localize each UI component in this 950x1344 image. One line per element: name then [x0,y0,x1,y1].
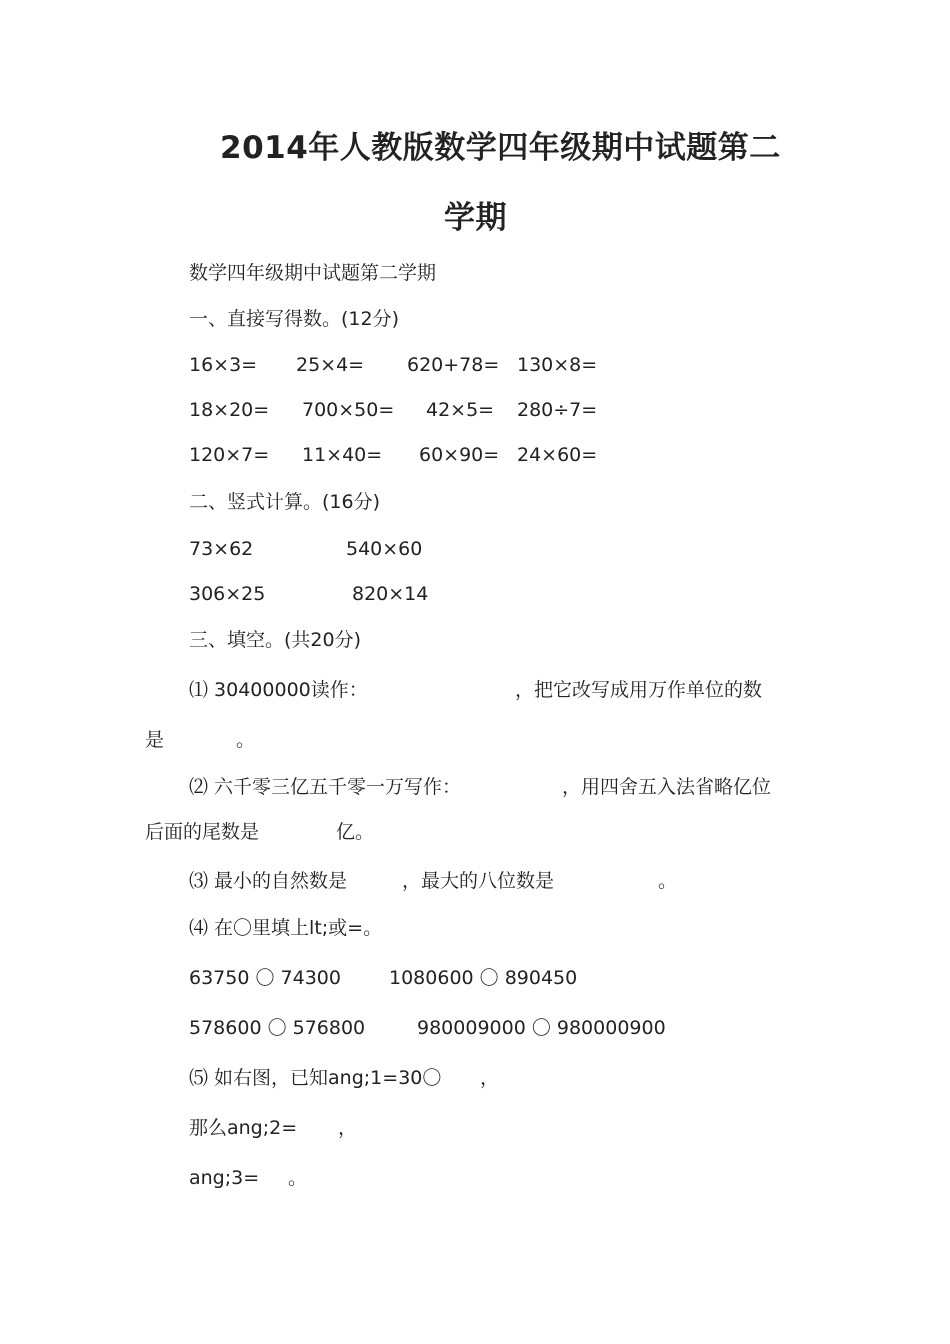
problem-cell: 18×20= [189,399,270,421]
problem-cell: 25×4= [296,354,365,376]
title-line-1: 2014年人教版数学四年级期中试题第二 [220,130,781,166]
section-2-heading: 二、竖式计算。(16分) [189,491,381,513]
question-text: 。 [658,870,678,892]
question-text: ⑵ 六千零三亿五千零一万写作： [189,776,462,798]
problem-cell: 130×8= [517,354,598,376]
question-text: 那么ang;2= [189,1117,298,1139]
question-text: ⑶ 最小的自然数是 [189,870,348,892]
compare-cell: 980009000 〇 980000900 [417,1017,666,1039]
compare-cell: 63750 〇 74300 [189,967,341,989]
problem-cell: 24×60= [517,444,598,466]
question-4: ⑷ 在〇里填上lt;或=。 [189,917,383,939]
question-text: ang;3= [189,1167,260,1189]
problem-cell: 42×5= [426,399,495,421]
question-text: ⑴ 30400000读作： [189,679,368,701]
question-text: ，把它改写成用万作单位的数 [515,679,763,701]
question-text: ，用四舍五入法省略亿位 [562,776,772,798]
problem-cell: 11×40= [302,444,383,466]
problem-cell: 16×3= [189,354,258,376]
compare-cell: 578600 〇 576800 [189,1017,366,1039]
question-text: ， [480,1067,500,1089]
title-line-2: 学期 [444,200,507,236]
problem-cell: 306×25 [189,583,266,605]
problem-cell: 280÷7= [517,399,598,421]
question-text: 。 [236,729,256,751]
question-text: 亿。 [336,821,375,843]
problem-cell: 700×50= [302,399,395,421]
problem-cell: 120×7= [189,444,270,466]
question-text: 。 [288,1167,308,1189]
problem-cell: 540×60 [346,538,423,560]
section-1-heading: 一、直接写得数。(12分) [189,308,400,330]
problem-cell: 820×14 [352,583,429,605]
question-text: 后面的尾数是 [145,821,260,843]
compare-cell: 1080600 〇 890450 [389,967,578,989]
question-text: ⑸ 如右图，已知ang;1=30〇 [189,1067,442,1089]
question-text: 是 [145,729,165,751]
problem-cell: 620+78= [407,354,500,376]
question-text: ，最大的八位数是 [402,870,555,892]
section-3-heading: 三、填空。(共20分) [189,629,362,651]
question-text: ， [338,1117,358,1139]
subtitle: 数学四年级期中试题第二学期 [189,262,437,284]
problem-cell: 60×90= [419,444,500,466]
problem-cell: 73×62 [189,538,254,560]
